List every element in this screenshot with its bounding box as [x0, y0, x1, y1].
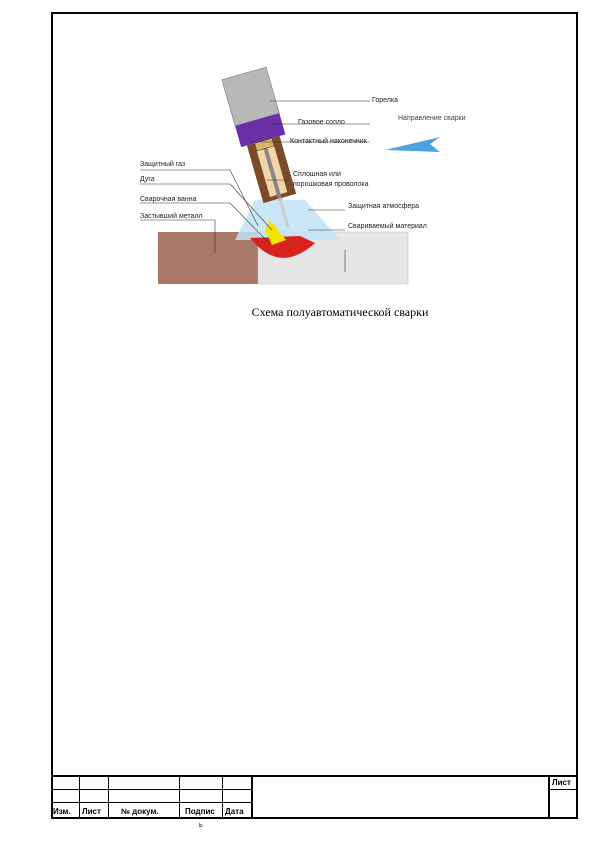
row-line-1 [51, 789, 251, 790]
label-welding-direction: Направление сварки [398, 115, 466, 122]
figure-caption: Схема полуавтоматической сварки [251, 305, 429, 319]
title-block [51, 775, 578, 819]
stamp-sign-label: Подпис [185, 807, 215, 816]
direction-arrow [385, 137, 440, 152]
stamp-date-label: Дата [225, 807, 244, 816]
stamp-izm-label: Изм. [53, 807, 71, 816]
col-line-2 [108, 775, 109, 819]
sheet-row-line [548, 789, 578, 790]
label-weld-pool: Сварочная ванна [140, 196, 197, 203]
label-protective-atmosphere: Защитная атмосфера [348, 203, 420, 210]
col-line-3 [179, 775, 180, 819]
col-line-5 [251, 775, 253, 819]
welding-diagram [140, 40, 490, 290]
stamp-doc-label: № докум. [121, 807, 159, 816]
label-torch: Горелка [372, 97, 398, 104]
label-contact-tip: Контактный наконечник [290, 138, 367, 145]
row-line-2 [51, 802, 251, 803]
title-block-top-border [51, 775, 578, 777]
label-base-material: Свариваемый материал [348, 223, 427, 230]
col-line-4 [222, 775, 223, 819]
sheet-col-line [548, 775, 550, 819]
col-line-1 [79, 775, 80, 819]
stamp-list-label: Лист [82, 807, 101, 816]
label-solidified-metal: Застывший металл [140, 213, 203, 220]
stamp-sheet-label: Лист [552, 778, 571, 787]
label-wire-line1: Сплошная или [293, 171, 341, 178]
label-shielding-gas: Защитный газ [140, 161, 186, 168]
label-wire-line2: порошковая проволока [293, 181, 369, 188]
label-gas-nozzle: Газовое сопло [298, 119, 345, 126]
welding-schematic [140, 40, 490, 290]
page-mark: ь [199, 822, 203, 829]
label-arc: Дуга [140, 176, 155, 183]
